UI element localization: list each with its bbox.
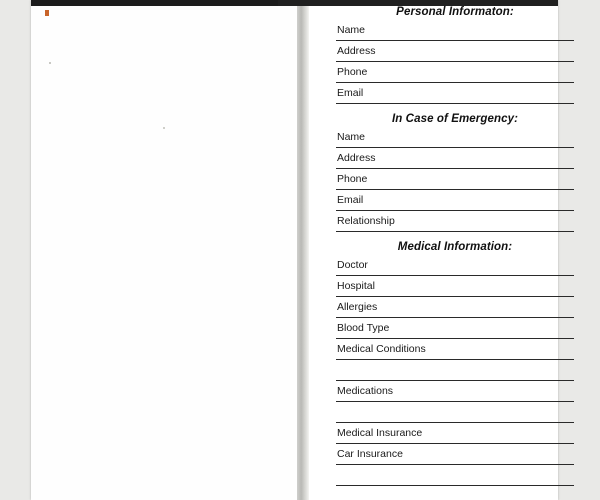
field-label-emergency-phone: Phone — [337, 173, 368, 185]
field-label-relationship: Relationship — [337, 215, 395, 227]
field-label-emergency-address: Address — [337, 152, 376, 164]
field-row[interactable] — [336, 320, 574, 341]
field-row[interactable] — [336, 341, 574, 362]
field-row[interactable] — [336, 171, 574, 192]
field-line — [336, 61, 574, 62]
field-label-car-insurance: Car Insurance — [337, 448, 403, 460]
field-line — [336, 103, 574, 104]
field-row[interactable] — [336, 43, 574, 64]
section-title-emergency: In Case of Emergency: — [391, 113, 519, 125]
field-row-blank[interactable] — [336, 467, 574, 488]
field-line — [336, 401, 574, 402]
field-row[interactable] — [336, 64, 574, 85]
field-line — [336, 296, 574, 297]
field-line — [336, 275, 574, 276]
field-line — [336, 338, 574, 339]
field-row[interactable] — [336, 299, 574, 320]
field-line — [336, 317, 574, 318]
field-line — [336, 422, 574, 423]
field-label-medications: Medications — [337, 385, 394, 397]
field-line — [336, 464, 574, 465]
field-line — [336, 443, 574, 444]
left-blank-page — [31, 0, 297, 500]
field-line — [336, 210, 574, 211]
field-row[interactable] — [336, 192, 574, 213]
spacer — [336, 106, 574, 113]
field-line — [336, 485, 574, 486]
field-label-phone: Phone — [337, 66, 368, 78]
field-row[interactable] — [336, 213, 574, 234]
binding-gutter — [297, 0, 309, 500]
field-row[interactable] — [336, 257, 574, 278]
page-speck — [163, 127, 165, 129]
page-speck — [49, 62, 51, 64]
field-row[interactable] — [336, 278, 574, 299]
scanner-top-edge-right — [278, 0, 558, 6]
field-line — [336, 82, 574, 83]
field-line — [336, 147, 574, 148]
field-label-email: Email — [337, 87, 364, 99]
spacer — [336, 234, 574, 241]
field-row-blank[interactable] — [336, 404, 574, 425]
field-row[interactable] — [336, 425, 574, 446]
field-row[interactable] — [336, 85, 574, 106]
field-label-doctor: Doctor — [337, 259, 368, 271]
field-label-hospital: Hospital — [337, 280, 375, 292]
field-label-emergency-name: Name — [337, 131, 366, 143]
section-title-medical: Medical Information: — [397, 241, 513, 253]
field-line — [336, 168, 574, 169]
orange-speck-mark — [45, 10, 49, 16]
right-form-page — [309, 0, 558, 500]
field-label-blood-type: Blood Type — [337, 322, 390, 334]
notebook-sheet — [31, 0, 558, 500]
field-row[interactable] — [336, 129, 574, 150]
field-label-medical-insurance: Medical Insurance — [337, 427, 423, 439]
field-row[interactable] — [336, 22, 574, 43]
field-label-address: Address — [337, 45, 376, 57]
field-label-name: Name — [337, 24, 366, 36]
form-area — [336, 6, 574, 488]
field-line — [336, 231, 574, 232]
field-row[interactable] — [336, 383, 574, 404]
field-label-allergies: Allergies — [337, 301, 378, 313]
field-label-emergency-email: Email — [337, 194, 364, 206]
field-row[interactable] — [336, 150, 574, 171]
field-line — [336, 380, 574, 381]
field-line — [336, 359, 574, 360]
field-row[interactable] — [336, 446, 574, 467]
field-row-blank[interactable] — [336, 362, 574, 383]
field-label-medical-conditions: Medical Conditions — [337, 343, 426, 355]
field-line — [336, 40, 574, 41]
field-line — [336, 189, 574, 190]
section-title-personal: Personal Informaton: — [396, 6, 514, 18]
